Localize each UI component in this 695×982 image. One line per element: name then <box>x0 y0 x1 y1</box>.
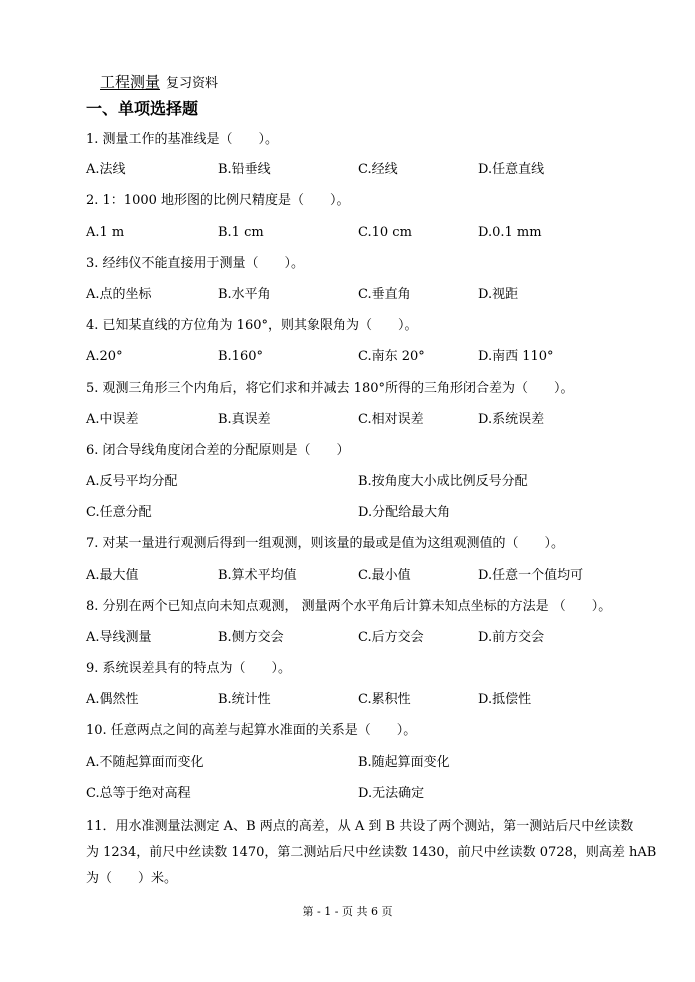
question-text: 3. 经纬仪不能直接用于测量（ ）。 <box>86 256 305 271</box>
option-c: C.南东 20° <box>358 349 425 364</box>
question-options <box>86 504 646 522</box>
option-a: A.反号平均分配 <box>86 474 178 489</box>
doc-label: 复习资料 <box>166 76 219 91</box>
question-text: 4. 已知某直线的方位角为 160°，则其象限角为（ ）。 <box>86 318 418 333</box>
option-b: B.随起算面变化 <box>358 755 450 770</box>
option-b: B.真误差 <box>218 412 271 427</box>
option-c: C.后方交会 <box>358 630 424 645</box>
question-options <box>86 473 646 491</box>
question-options <box>86 785 646 803</box>
question-options <box>86 567 646 585</box>
option-c: C.垂直角 <box>358 287 411 302</box>
question-options <box>86 629 646 647</box>
option-a: A.1 m <box>86 225 125 240</box>
option-b: B.按角度大小成比例反号分配 <box>358 474 528 489</box>
document-header <box>100 71 218 92</box>
option-c: C.任意分配 <box>86 505 152 520</box>
question-text: 6. 闭合导线角度闭合差的分配原则是（ ） <box>86 443 350 458</box>
question-text: 7. 对某一量进行观测后得到一组观测，则该量的最或是值为这组观测值的（ ）。 <box>86 536 565 551</box>
option-b: B.水平角 <box>218 287 271 302</box>
option-a: A.点的坐标 <box>86 287 152 302</box>
section-title: 一、单项选择题 <box>86 99 199 118</box>
option-d: D.分配给最大角 <box>358 505 451 520</box>
option-d: D.0.1 mm <box>478 225 542 240</box>
option-b: B.1 cm <box>218 225 264 240</box>
option-c: C.相对误差 <box>358 412 424 427</box>
option-b: B.铅垂线 <box>218 162 271 177</box>
option-c: C.累积性 <box>358 692 411 707</box>
question-text: 8. 分别在两个已知点向未知点观测， 测量两个水平角后计算未知点坐标的方法是 （ ）。 <box>86 599 612 614</box>
option-d: D.任意直线 <box>478 162 545 177</box>
question-11-line: 为 1234，前尺中丝读数 1470，第二测站后尺中丝读数 1430，前尺中丝读数 0728，则高差 hAB <box>86 845 657 860</box>
option-b: B.统计性 <box>218 692 271 707</box>
option-b: B.算术平均值 <box>218 568 297 583</box>
option-a: A.最大值 <box>86 568 139 583</box>
option-d: D.前方交会 <box>478 630 545 645</box>
question-11-line: 为（ ）米。 <box>86 871 178 886</box>
question-text: 10. 任意两点之间的高差与起算水准面的关系是（ ）。 <box>86 723 417 738</box>
question-text: 1. 测量工作的基准线是（ ）。 <box>86 132 279 147</box>
option-a: A.法线 <box>86 162 126 177</box>
option-c: C.10 cm <box>358 225 412 240</box>
option-b: B.160° <box>218 349 263 364</box>
question-11 <box>86 814 656 892</box>
question-options <box>86 754 646 772</box>
option-d: D.视距 <box>478 287 519 302</box>
option-a: A.20° <box>86 349 123 364</box>
question-options <box>86 161 646 179</box>
option-c: C.最小值 <box>358 568 411 583</box>
question-text: 9. 系统误差具有的特点为（ ）。 <box>86 661 292 676</box>
question-options <box>86 691 646 709</box>
option-a: A.不随起算面而变化 <box>86 755 204 770</box>
question-options <box>86 348 646 366</box>
option-c: C.总等于绝对高程 <box>86 786 191 801</box>
question-text: 2. 1：1000 地形图的比例尺精度是（ ）。 <box>86 193 350 208</box>
question-options <box>86 286 646 304</box>
page-footer: 第 - 1 - 页 共 6 页 <box>302 905 393 918</box>
option-d: D.抵偿性 <box>478 692 532 707</box>
option-d: D.无法确定 <box>358 786 425 801</box>
subject-title: 工程测量 <box>100 73 161 91</box>
question-text: 5. 观测三角形三个内角后，将它们求和并减去 180°所得的三角形闭合差为（ ）。 <box>86 381 574 396</box>
option-b: B.侧方交会 <box>218 630 284 645</box>
option-a: A.导线测量 <box>86 630 152 645</box>
option-d: D.南西 110° <box>478 349 554 364</box>
option-d: D.任意一个值均可 <box>478 568 584 583</box>
option-a: A.中误差 <box>86 412 139 427</box>
option-a: A.偶然性 <box>86 692 139 707</box>
question-options <box>86 411 646 429</box>
option-c: C.经线 <box>358 162 398 177</box>
question-11-line: 11．用水准测量法测定 A、B 两点的高差，从 A 到 B 共设了两个测站，第一测站后尺中丝读数 <box>86 819 634 834</box>
question-options <box>86 224 646 242</box>
option-d: D.系统误差 <box>478 412 545 427</box>
